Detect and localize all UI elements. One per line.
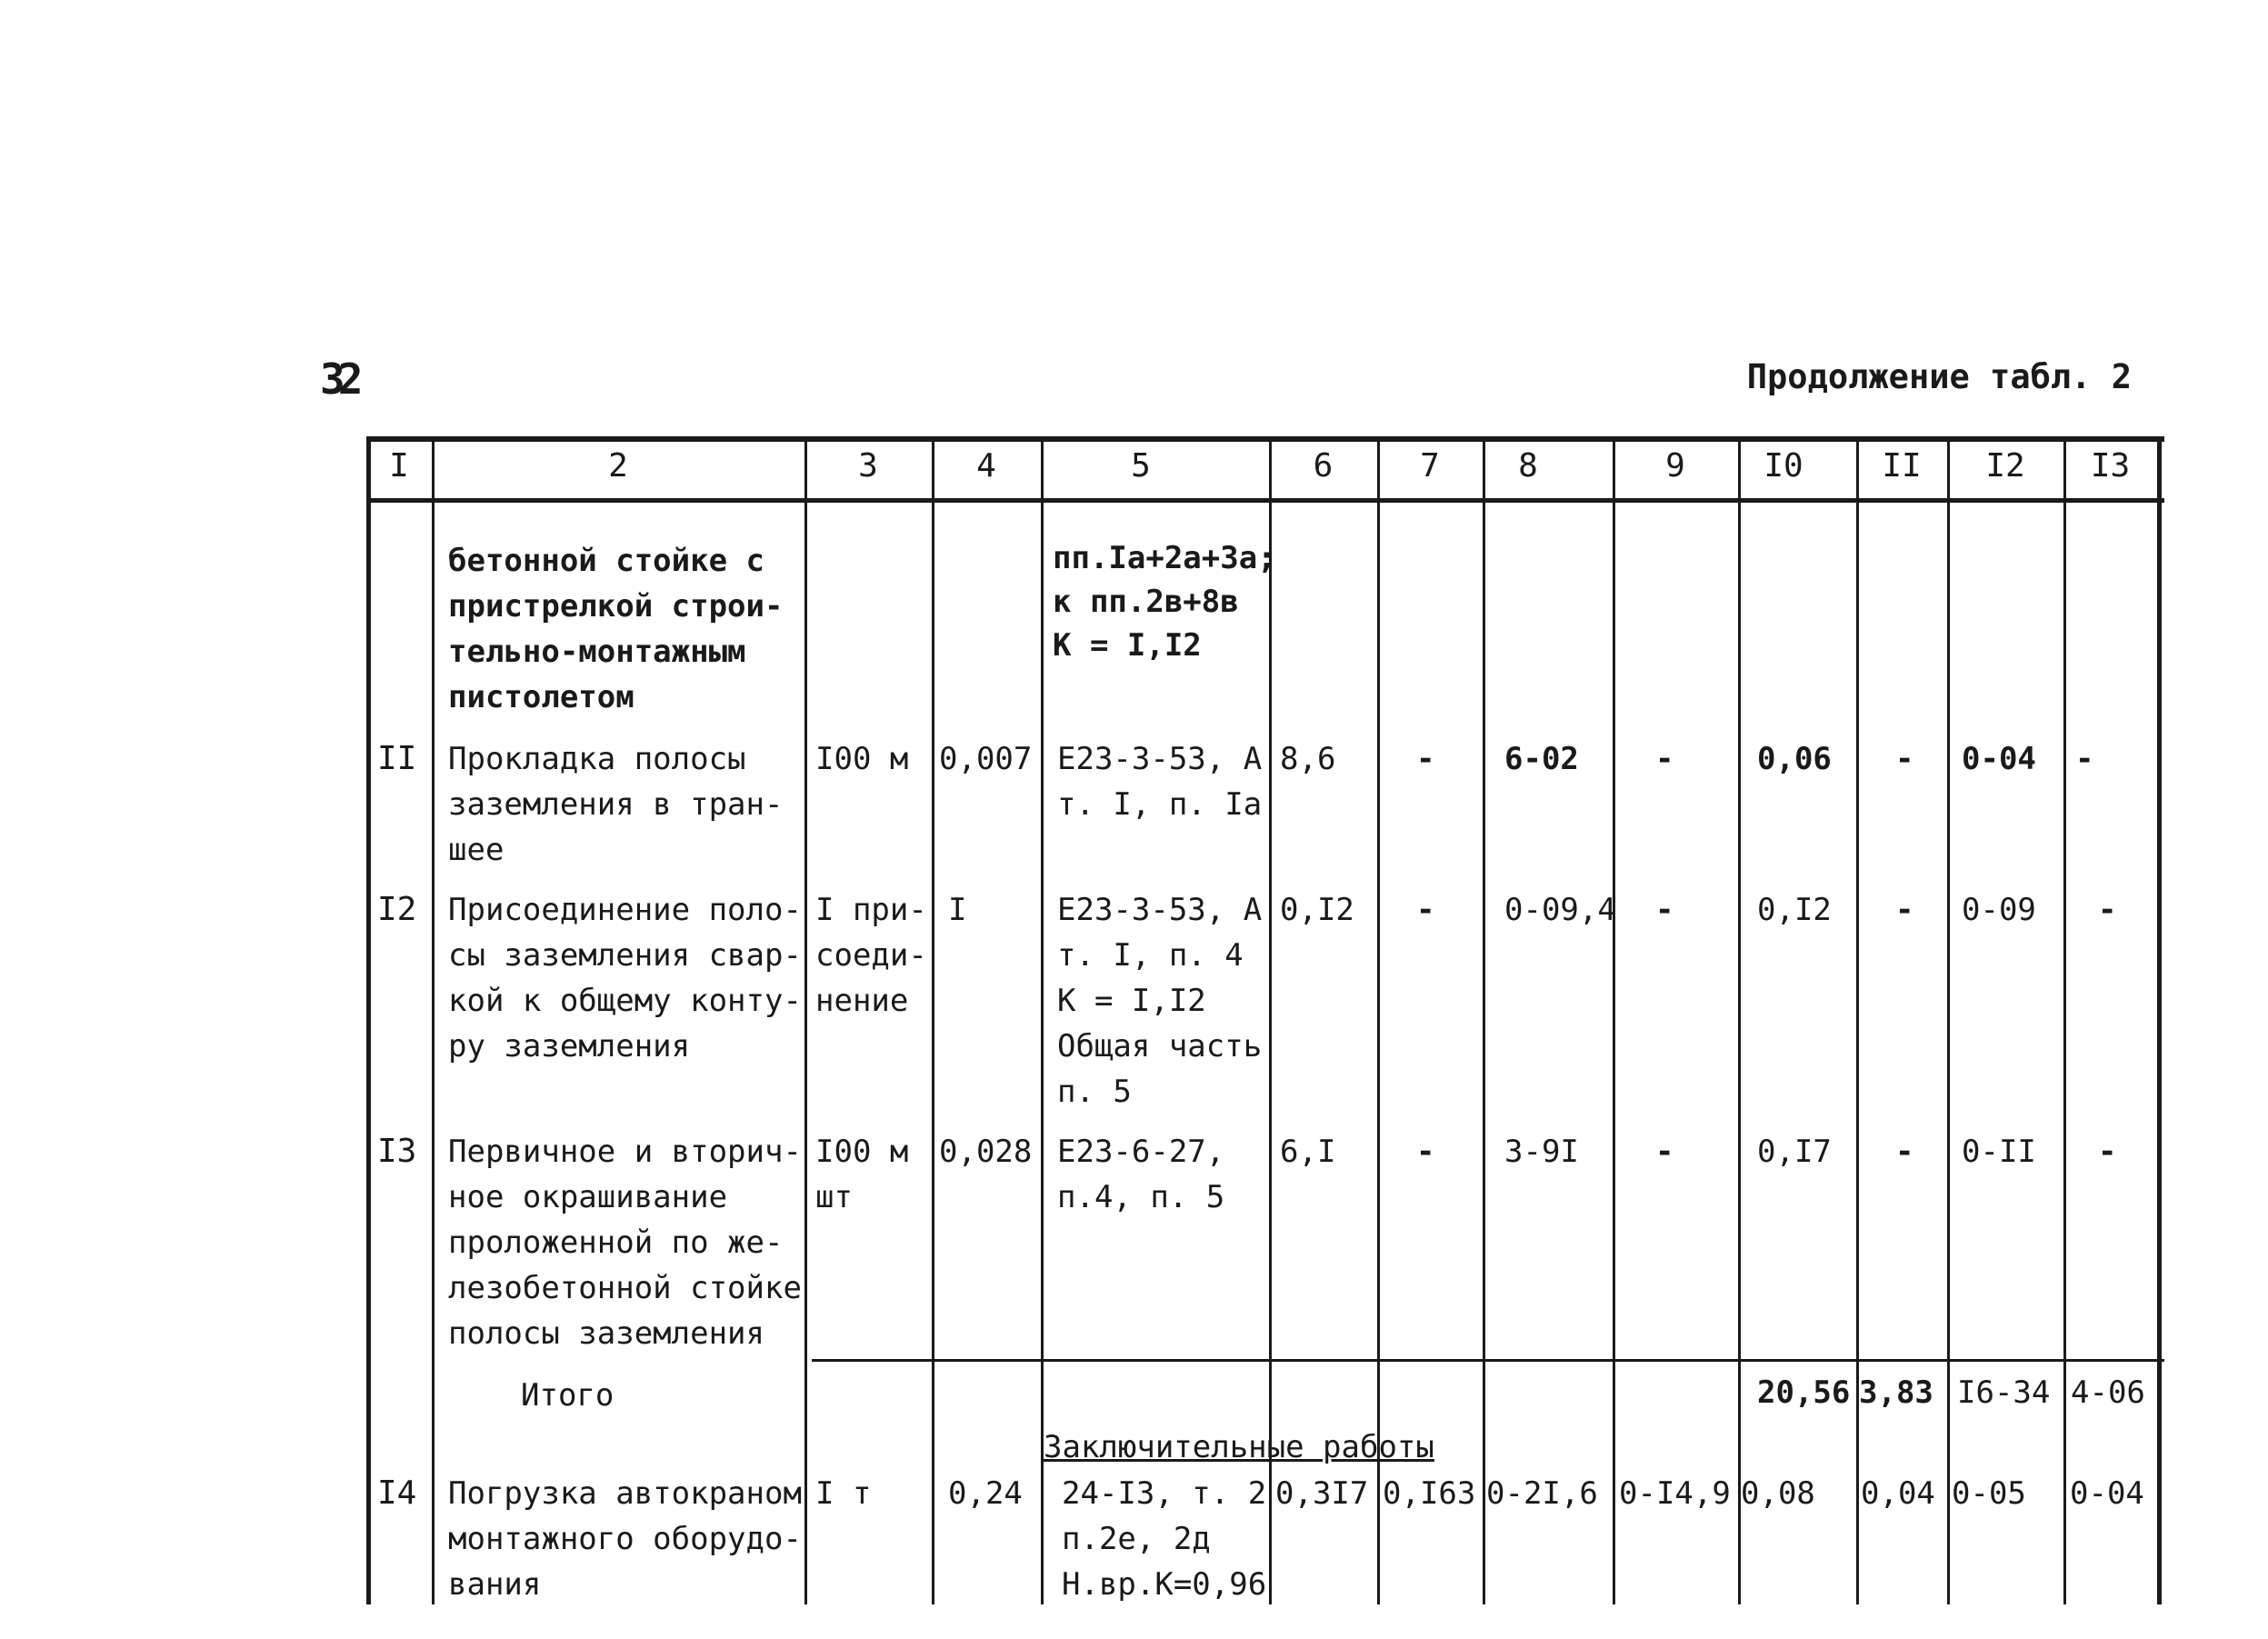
table-top-border xyxy=(366,436,2164,442)
quantity: 0,24 xyxy=(948,1475,1023,1512)
work-description: Присоединение поло- сы заземления свар- кой к общему конту- ру заземления xyxy=(448,892,802,1064)
row-number: I3 xyxy=(377,1133,417,1170)
value-col12: 0-05 xyxy=(1952,1475,2026,1512)
value-col10: 0,I2 xyxy=(1757,892,1832,928)
quantity: I xyxy=(948,892,967,928)
total-col12: I6-34 xyxy=(1957,1374,2051,1411)
value-col8: 6-02 xyxy=(1504,741,1579,777)
norm-reference: Е23-6-27, п.4, п. 5 xyxy=(1057,1134,1225,1215)
total-col13: 4-06 xyxy=(2071,1374,2145,1411)
value-col11: - xyxy=(1895,892,1914,928)
column-header: 6 xyxy=(1313,447,1334,485)
value-col11: - xyxy=(1895,741,1914,777)
value-col11: - xyxy=(1895,1134,1914,1170)
value-col13: - xyxy=(2098,1134,2117,1170)
column-rule xyxy=(366,436,371,1604)
section-title: Заключительные работы xyxy=(1044,1429,1434,1465)
quantity: 0,007 xyxy=(939,741,1033,777)
column-header: I3 xyxy=(2090,447,2131,485)
column-header: I xyxy=(389,447,409,485)
unit: I00 м xyxy=(815,741,909,777)
value-col11: 0,04 xyxy=(1861,1475,1935,1512)
column-rule xyxy=(804,436,807,1604)
norm-reference: пп.Iа+2а+3а; к пп.2в+8в К = I,I2 xyxy=(1053,540,1276,664)
column-header: I2 xyxy=(1985,447,2025,485)
value-col6: 6,I xyxy=(1280,1134,1336,1170)
value-col10: 0,08 xyxy=(1741,1475,1815,1512)
column-header: 9 xyxy=(1665,447,1685,485)
value-col7: 0,I63 xyxy=(1383,1475,1476,1512)
total-col11: 3,83 xyxy=(1859,1374,1933,1411)
value-col7: - xyxy=(1416,892,1435,928)
total-rule xyxy=(812,1359,2164,1362)
estimate-table xyxy=(366,436,2164,1604)
row-number: II xyxy=(377,740,417,777)
norm-reference: Е23-3-53, А т. I, п. Iа xyxy=(1057,741,1263,823)
value-col8: 0-2I,6 xyxy=(1486,1475,1598,1512)
column-rule xyxy=(1856,436,1859,1604)
column-rule xyxy=(2063,436,2066,1604)
column-rule xyxy=(932,436,934,1604)
column-header: I0 xyxy=(1763,447,1803,485)
value-col6: 0,I2 xyxy=(1280,892,1354,928)
work-description: Прокладка полосы заземления в тран- шее xyxy=(448,741,784,868)
column-rule xyxy=(2157,436,2162,1604)
value-col9: - xyxy=(1655,741,1674,777)
total-col10: 20,56 xyxy=(1757,1374,1851,1411)
value-col13: 0-04 xyxy=(2070,1475,2144,1512)
work-description: Первичное и вторич- ное окрашивание проложенной по же- лезобетонной стойке полосы заземления xyxy=(448,1134,802,1352)
value-col9: - xyxy=(1655,1134,1674,1170)
value-col9: - xyxy=(1655,892,1674,928)
work-description: бетонной стойке с пристрелкой строи- тельно-монтажным пистолетом xyxy=(448,543,784,715)
column-header: 4 xyxy=(976,447,996,485)
value-col10: 0,06 xyxy=(1757,741,1832,777)
row-number: I2 xyxy=(377,891,417,928)
unit: I00 м шт xyxy=(815,1134,909,1215)
value-col12: 0-II xyxy=(1962,1134,2036,1170)
row-number: I4 xyxy=(377,1474,417,1512)
table-caption: Продолжение табл. 2 xyxy=(1746,357,2132,396)
norm-reference: 24-I3, т. 2 п.2е, 2д Н.вр.К=0,96 xyxy=(1062,1475,1267,1603)
unit: I т xyxy=(815,1475,872,1512)
column-rule xyxy=(1483,436,1485,1604)
column-header: 5 xyxy=(1131,447,1151,485)
column-header: 3 xyxy=(858,447,878,485)
column-header: II xyxy=(1882,447,1922,485)
value-col13: - xyxy=(2075,741,2094,777)
total-label: Итого xyxy=(521,1377,614,1414)
column-rule xyxy=(1738,436,1741,1604)
value-col9: 0-I4,9 xyxy=(1619,1475,1731,1512)
page-number: 32 xyxy=(320,355,356,404)
column-rule xyxy=(1613,436,1615,1604)
value-col12: 0-09 xyxy=(1962,892,2036,928)
value-col6: 0,3I7 xyxy=(1275,1475,1369,1512)
value-col8: 0-09,4 xyxy=(1504,892,1616,928)
column-header: 8 xyxy=(1518,447,1538,485)
unit: I при- соеди- нение xyxy=(815,892,927,1019)
quantity: 0,028 xyxy=(939,1134,1033,1170)
column-rule xyxy=(1947,436,1950,1604)
value-col12: 0-04 xyxy=(1962,741,2036,777)
column-rule xyxy=(432,436,435,1604)
norm-reference: Е23-3-53, А т. I, п. 4 К = I,I2 Общая часть п. 5 xyxy=(1057,892,1263,1110)
value-col7: - xyxy=(1416,1134,1435,1170)
work-description: Погрузка автокраном монтажного оборудо- вания xyxy=(448,1475,802,1603)
value-col6: 8,6 xyxy=(1280,741,1336,777)
value-col10: 0,I7 xyxy=(1757,1134,1832,1170)
value-col8: 3-9I xyxy=(1504,1134,1579,1170)
value-col13: - xyxy=(2098,892,2117,928)
column-header: 7 xyxy=(1420,447,1440,485)
header-separator xyxy=(366,498,2164,503)
column-header: 2 xyxy=(608,447,628,485)
value-col7: - xyxy=(1416,741,1435,777)
